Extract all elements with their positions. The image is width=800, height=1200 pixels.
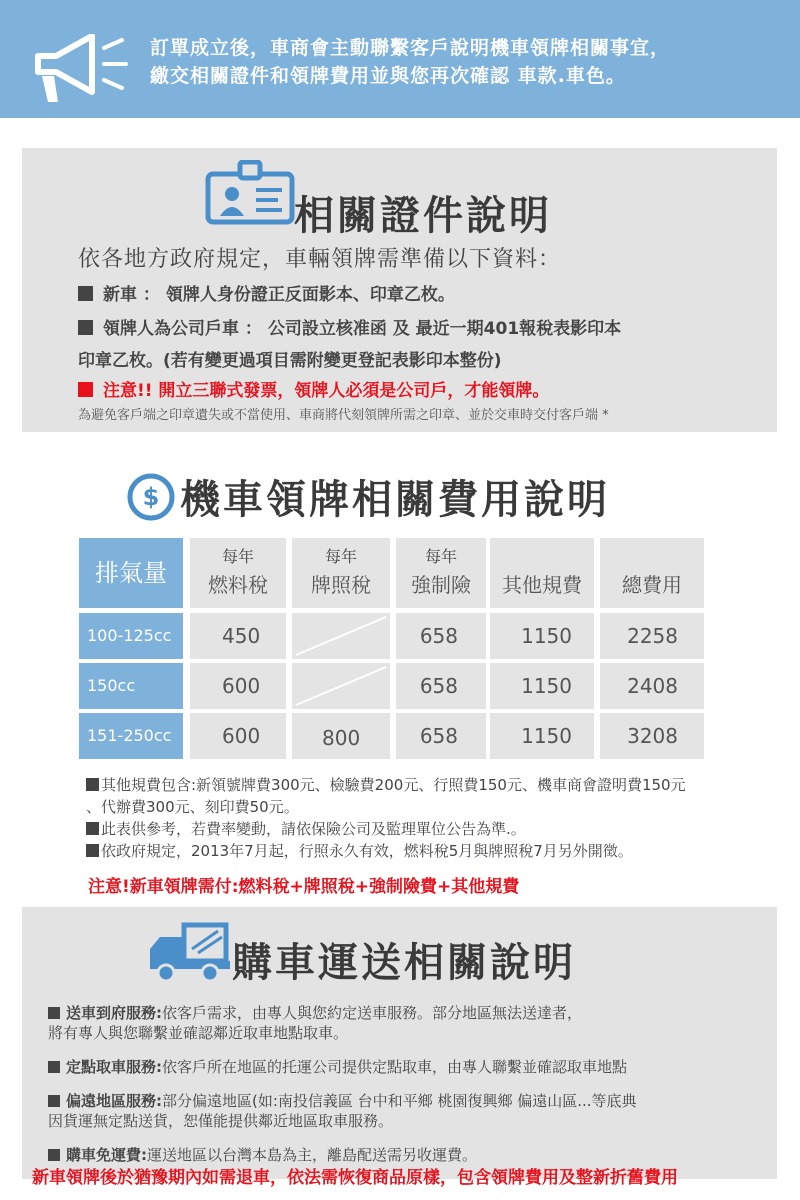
- delivery-item-free-shipping: 購車免運費:運送地區以台灣本島為主，離島配送需另收運費。: [48, 1145, 637, 1165]
- insurance-value: 658: [396, 713, 486, 759]
- dollar-icon: [126, 472, 176, 522]
- svg-text:$: $: [142, 483, 160, 511]
- fee-note: 此表供參考，若費率變動，請依保險公司及監理單位公告為準.。: [86, 818, 686, 840]
- documents-section: [22, 148, 777, 432]
- total-value: 2408: [600, 663, 704, 709]
- fee-warning: 注意!新車領牌需付:燃料稅+牌照稅+強制險費+其他規費: [88, 877, 520, 897]
- delivery-title: 購車運送相關說明: [232, 940, 576, 986]
- megaphone-icon: [34, 34, 134, 106]
- row-label-150cc: 150cc: [79, 663, 183, 709]
- row-label-100-125cc: 100-125cc: [79, 613, 183, 659]
- header-license-tax: 每年 牌照稅: [292, 538, 390, 608]
- fee-note: 依政府規定，2013年7月起，行照永久有效，燃料稅5月與牌照稅7月另外開徵。: [86, 840, 686, 862]
- banner-line-2: 繳交相關證件和領牌費用並與您再次確認 車款.車色。: [150, 65, 626, 87]
- documents-warning: 注意!! 開立三聯式發票，領牌人必須是公司戶，才能領牌。: [78, 376, 549, 401]
- delivery-item-remote: 偏遠地區服務:部分偏遠地區(如:南投信義區 台中和平鄉 桃園復興鄉 偏遠山區...等底典 因貨運無定點送貨，恕僅能提供鄰近地區取車服務。: [48, 1092, 637, 1130]
- delivery-item-pickup: 定點取車服務:依客戶所在地區的托運公司提供定點取車，由專人聯繫並確認取車地點: [48, 1057, 637, 1077]
- documents-item-new-car: 新車 ： 領牌人身份證正反面影本、印章乙枚。: [78, 280, 455, 305]
- documents-title: 相關證件說明: [294, 193, 552, 239]
- delivery-items: [48, 1003, 637, 1177]
- documents-note: 為避免客戶端之印章遺失或不當使用、車商將代刻領牌所需之印章、並於交車時交付客戶端 *: [78, 408, 609, 423]
- fee-note: 其他規費包含:新領號牌費300元、檢驗費200元、行照費150元、機車商會證明費150元: [86, 774, 686, 796]
- header-fuel-tax: 每年 燃料稅: [190, 538, 286, 608]
- license-tax-empty: [292, 613, 390, 659]
- other-fees-value: 1150: [490, 613, 594, 659]
- fee-notes: [86, 774, 686, 862]
- header-other-fees: 其他規費: [490, 538, 594, 608]
- row-label-151-250cc: 151-250cc: [79, 713, 183, 759]
- fee-note: 、代辦費300元、刻印費50元。: [86, 798, 299, 816]
- fuel-tax-value: 600: [190, 663, 286, 709]
- truck-icon: [146, 919, 236, 983]
- total-value: 3208: [600, 713, 704, 759]
- fees-title: 機車領牌相關費用說明: [180, 477, 610, 523]
- banner-line-1: 訂單成立後，車商會主動聯繫客戶說明機車領牌相關事宜，: [150, 37, 671, 59]
- fuel-tax-value: 600: [190, 713, 286, 759]
- other-fees-value: 1150: [490, 663, 594, 709]
- delivery-item-home: 送車到府服務:依客戶需求，由專人與您約定送車服務。部分地區無法送達者， 將有專人與您聯繫並確認鄰近取車地點取車。: [48, 1004, 583, 1042]
- insurance-value: 658: [396, 663, 486, 709]
- header-displacement: 排氣量: [79, 538, 183, 608]
- total-value: 2258: [600, 613, 704, 659]
- header-insurance: 每年 強制險: [396, 538, 486, 608]
- header-total: 總費用: [600, 538, 704, 608]
- id-card-icon: [204, 160, 296, 226]
- documents-lead: 依各地方政府規定，車輛領牌需準備以下資料：: [78, 247, 562, 272]
- documents-item-company-line2: 印章乙枚。(若有變更過項目需附變更登記表影印本整份): [78, 351, 502, 371]
- insurance-value: 658: [396, 613, 486, 659]
- other-fees-value: 1150: [490, 713, 594, 759]
- documents-item-company: 領牌人為公司戶車 ： 公司設立核准函 及 最近一期401報稅表影印本: [78, 314, 621, 339]
- delivery-section: [22, 907, 777, 1188]
- fuel-tax-value: 450: [190, 613, 286, 659]
- delivery-warning: 新車領牌後於猶豫期內如需退車，依法需恢復商品原樣，包含領牌費用及整新折舊費用: [32, 1168, 678, 1188]
- notice-banner: [0, 0, 800, 118]
- license-tax-value: 800: [292, 713, 390, 759]
- license-tax-empty: [292, 663, 390, 709]
